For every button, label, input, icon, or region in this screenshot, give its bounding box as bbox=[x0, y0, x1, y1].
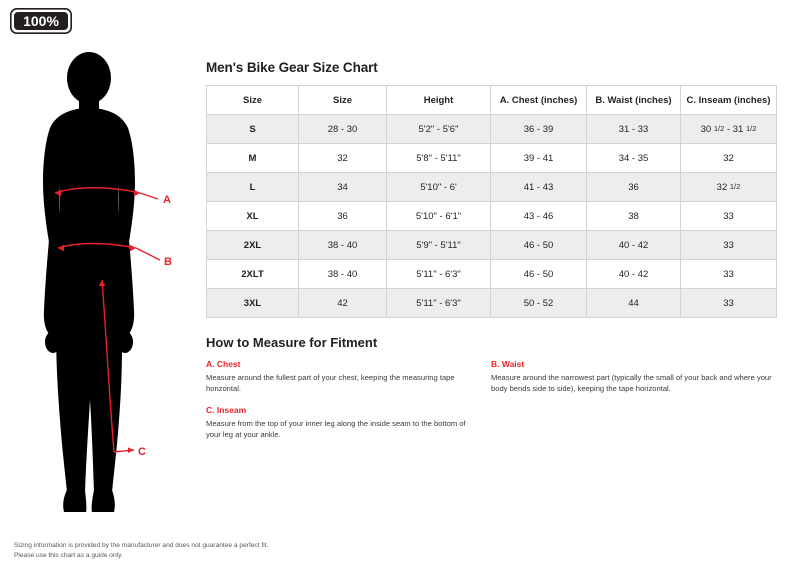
svg-text:100%: 100% bbox=[23, 13, 59, 30]
cell-size: XL bbox=[207, 202, 299, 231]
cell-chest: 36 - 39 bbox=[491, 115, 587, 144]
cell-inseam: 32 1/2 bbox=[681, 173, 777, 202]
measure-item-inseam-body: Measure from the top of your inner leg along the inside seam to the bottom of your leg at your ankle. bbox=[206, 418, 466, 440]
cell-numeric: 34 bbox=[299, 173, 387, 202]
how-to-measure-title: How to Measure for Fitment bbox=[206, 335, 378, 350]
table-row bbox=[207, 260, 777, 289]
cell-waist: 40 - 42 bbox=[587, 231, 681, 260]
measure-item-waist-head: B. Waist bbox=[491, 359, 525, 369]
column-header-size-numeric: Size bbox=[299, 86, 387, 115]
table-row bbox=[207, 173, 777, 202]
cell-numeric: 32 bbox=[299, 144, 387, 173]
figure-label-a: A bbox=[163, 194, 171, 206]
cell-waist: 34 - 35 bbox=[587, 144, 681, 173]
table-row bbox=[207, 231, 777, 260]
cell-numeric: 28 - 30 bbox=[299, 115, 387, 144]
cell-height: 5'10" - 6' bbox=[387, 173, 491, 202]
measure-item-waist-body: Measure around the narrowest part (typically the small of your back and where your body bends side to side), keeping the tape horizontal. bbox=[491, 373, 772, 394]
cell-height: 5'11" - 6'3" bbox=[387, 289, 491, 318]
cell-height: 5'8" - 5'11" bbox=[387, 144, 491, 173]
cell-inseam: 33 bbox=[681, 231, 777, 260]
cell-size: 3XL bbox=[207, 289, 299, 318]
cell-inseam: 33 bbox=[681, 202, 777, 231]
measure-item-inseam-head: C. Inseam bbox=[206, 404, 247, 415]
cell-numeric: 38 - 40 bbox=[299, 260, 387, 289]
cell-numeric: 38 - 40 bbox=[299, 231, 387, 260]
column-header-chest: A. Chest (inches) bbox=[491, 86, 587, 115]
table-row bbox=[207, 202, 777, 231]
cell-size: 2XLT bbox=[207, 260, 299, 289]
cell-height: 5'2" - 5'6" bbox=[387, 115, 491, 144]
disclaimer-line-2: Please use this chart as a guide only. bbox=[14, 551, 123, 559]
cell-height: 5'9" - 5'11" bbox=[387, 231, 491, 260]
cell-inseam: 30 1/2 - 31 1/2 bbox=[681, 115, 777, 144]
cell-size: L bbox=[207, 173, 299, 202]
figure-label-c: C bbox=[138, 446, 146, 458]
cell-waist: 40 - 42 bbox=[587, 260, 681, 289]
cell-size: M bbox=[207, 144, 299, 173]
measure-item-waist bbox=[491, 359, 776, 395]
table-header-row bbox=[207, 86, 777, 115]
cell-chest: 39 - 41 bbox=[491, 144, 587, 173]
column-header-waist: B. Waist (inches) bbox=[587, 86, 681, 115]
how-to-measure-section bbox=[206, 335, 776, 451]
column-header-inseam: C. Inseam (inches) bbox=[681, 86, 777, 115]
measure-item-chest bbox=[206, 359, 491, 395]
cell-height: 5'10" - 6'1" bbox=[387, 202, 491, 231]
measure-item-inseam bbox=[206, 405, 491, 441]
cell-chest: 46 - 50 bbox=[491, 260, 587, 289]
cell-waist: 44 bbox=[587, 289, 681, 318]
table-row bbox=[207, 289, 777, 318]
cell-size: S bbox=[207, 115, 299, 144]
table-row bbox=[207, 144, 777, 173]
cell-numeric: 42 bbox=[299, 289, 387, 318]
cell-size: 2XL bbox=[207, 231, 299, 260]
cell-waist: 31 - 33 bbox=[587, 115, 681, 144]
table-row bbox=[207, 115, 777, 144]
chart-content bbox=[206, 60, 784, 451]
cell-waist: 38 bbox=[587, 202, 681, 231]
disclaimer-line-1: Sizing information is provided by the manufacturer and does not guarantee a perfect fit. bbox=[14, 541, 269, 549]
cell-waist: 36 bbox=[587, 173, 681, 202]
cell-chest: 46 - 50 bbox=[491, 231, 587, 260]
disclaimer bbox=[14, 541, 434, 561]
body-measurement-figure bbox=[14, 52, 194, 522]
measure-item-chest-head: A. Chest bbox=[206, 359, 241, 369]
cell-chest: 43 - 46 bbox=[491, 202, 587, 231]
column-header-size-letter: Size bbox=[207, 86, 299, 115]
cell-chest: 41 - 43 bbox=[491, 173, 587, 202]
size-chart-table bbox=[206, 85, 777, 318]
column-header-height: Height bbox=[387, 86, 491, 115]
cell-inseam: 33 bbox=[681, 289, 777, 318]
cell-numeric: 36 bbox=[299, 202, 387, 231]
page-title: Men's Bike Gear Size Chart bbox=[206, 60, 378, 75]
cell-chest: 50 - 52 bbox=[491, 289, 587, 318]
cell-inseam: 33 bbox=[681, 260, 777, 289]
brand-logo bbox=[10, 8, 72, 34]
measure-item-chest-body: Measure around the fullest part of your chest, keeping the measuring tape horizontal. bbox=[206, 373, 455, 394]
cell-inseam: 32 bbox=[681, 144, 777, 173]
cell-height: 5'11" - 6'3" bbox=[387, 260, 491, 289]
figure-label-b: B bbox=[164, 256, 172, 268]
